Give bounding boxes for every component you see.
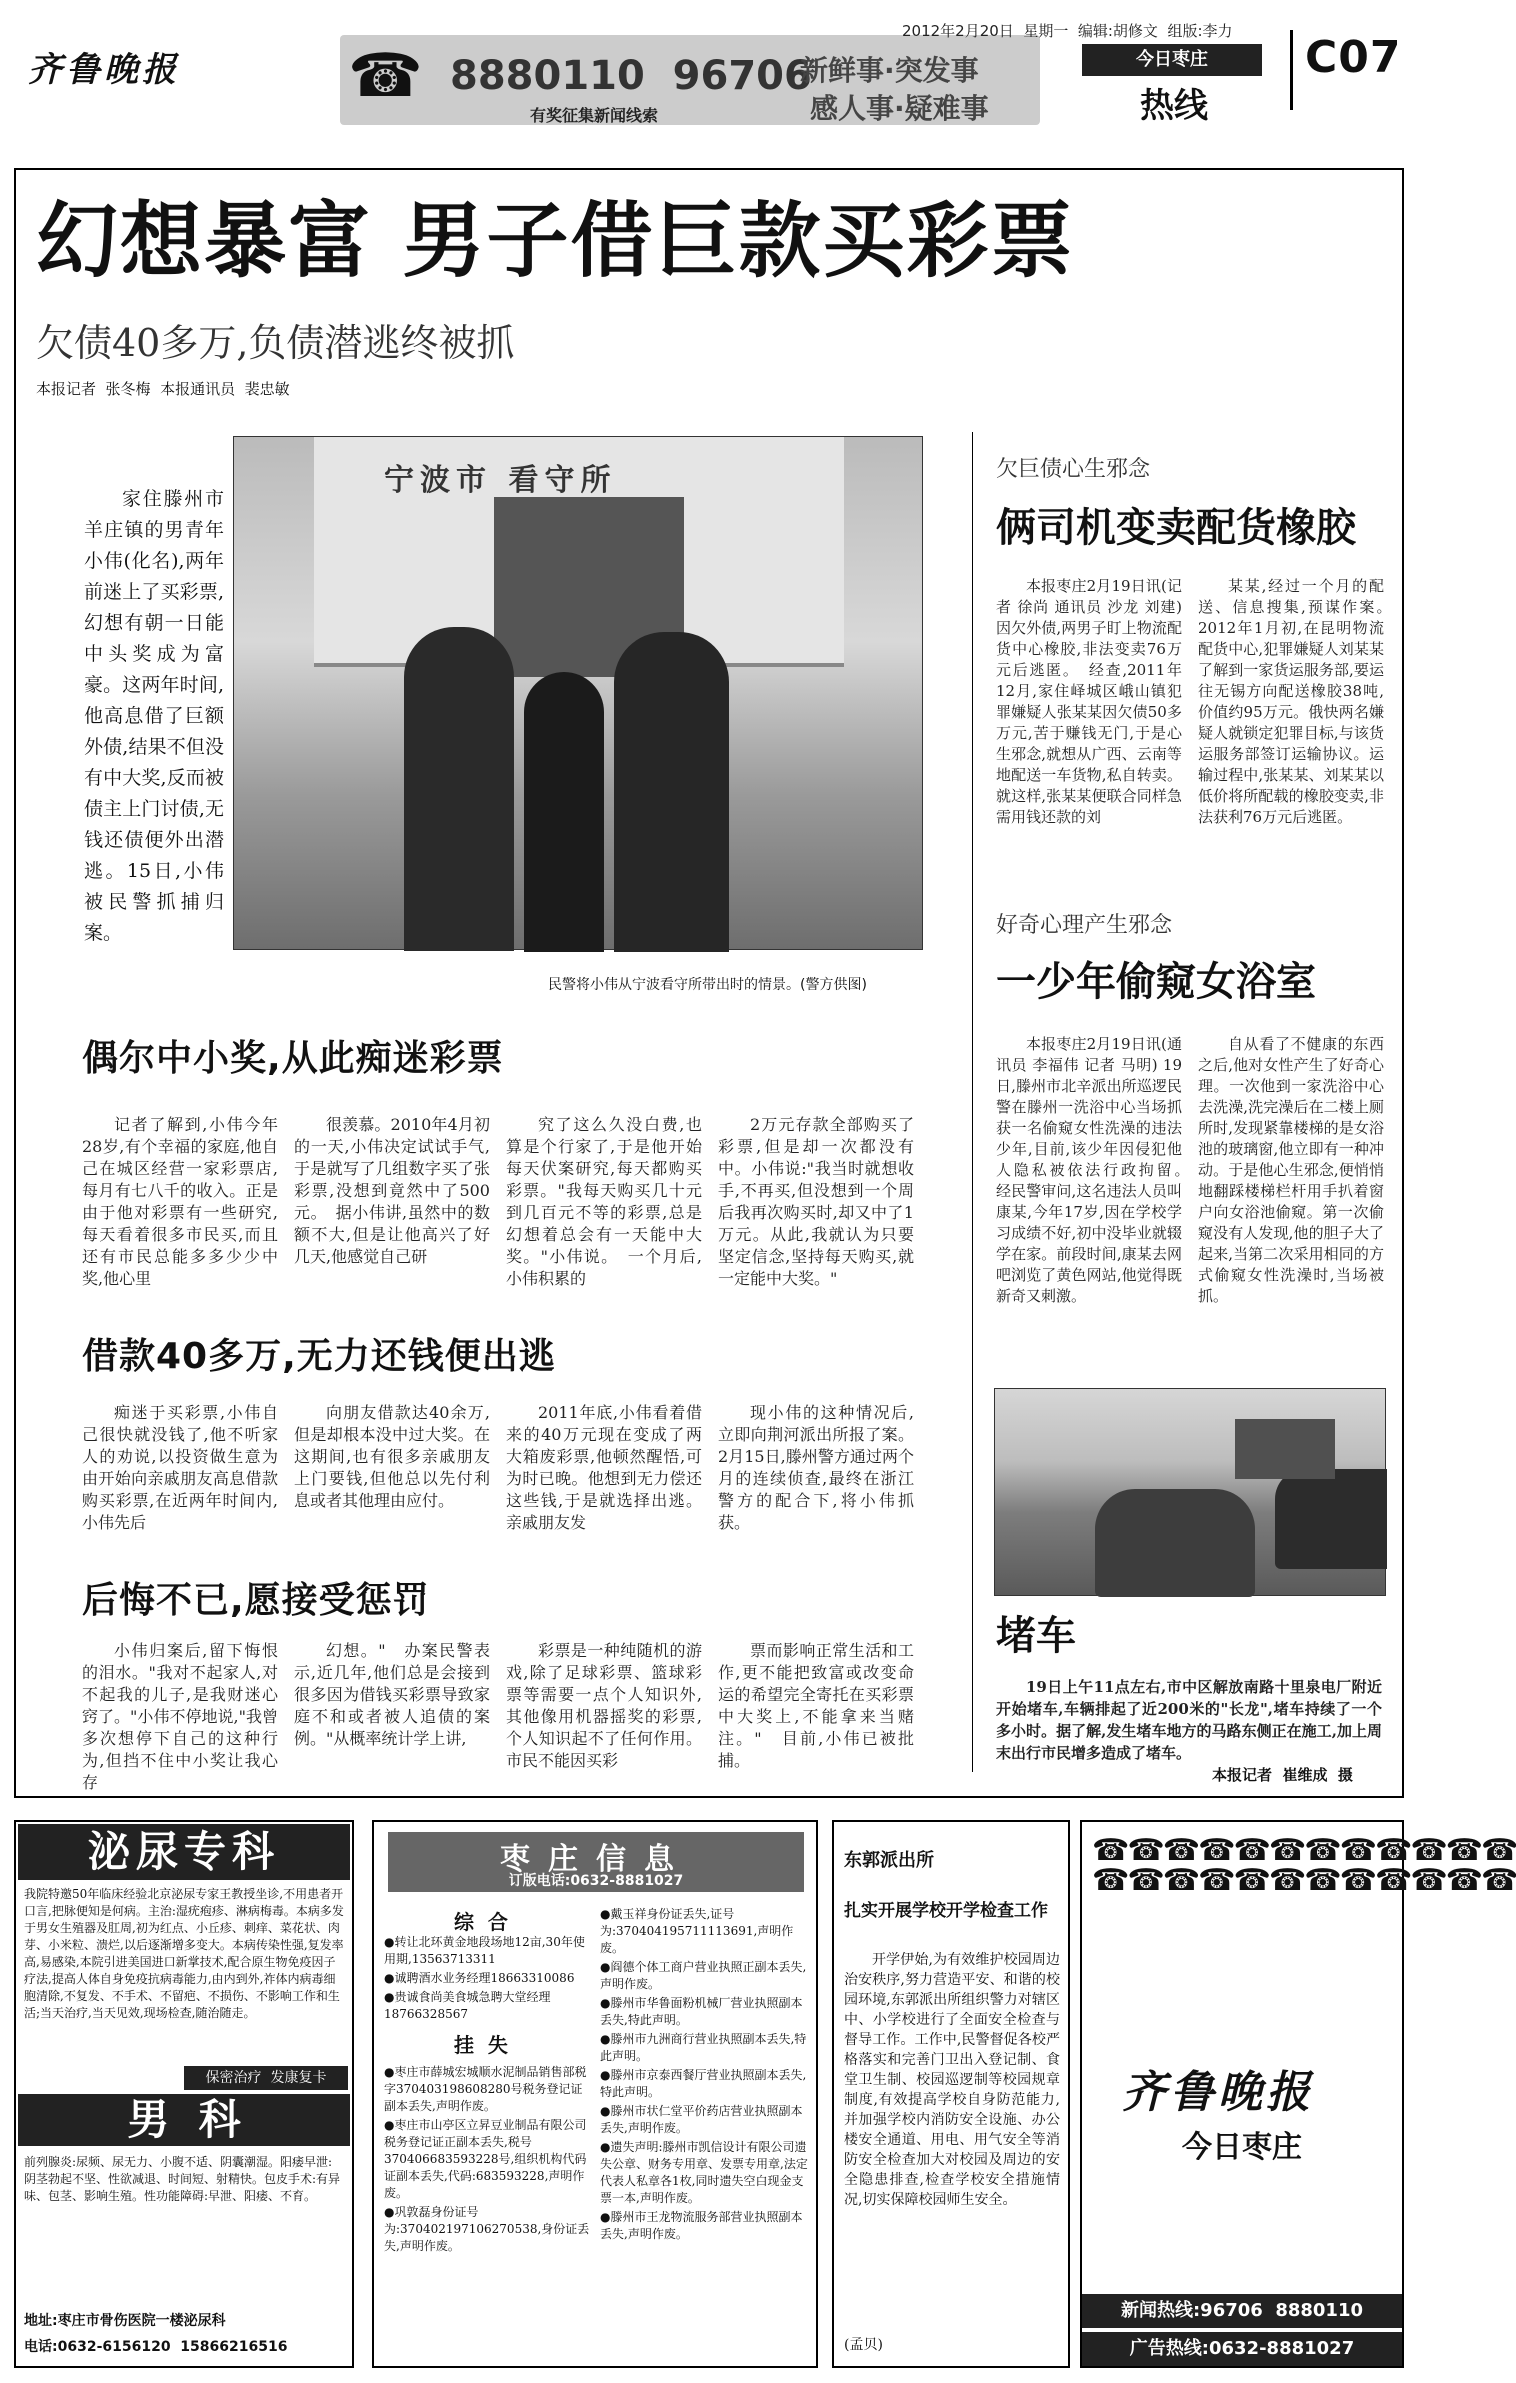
traffic-byline: 本报记者 崔维成 摄 — [1212, 1766, 1353, 1784]
lead-subheadline: 欠债40多万,负债潜逃终被抓 — [36, 321, 515, 365]
date-line: 2012年2月20日 星期一 编辑:胡修文 组版:李力 — [902, 22, 1233, 40]
classifieds-col-left — [384, 1934, 590, 2255]
urology-phone: 电话:0632-6156120 15866216516 — [24, 2339, 288, 2355]
photo-sign: 宁波市 看守所 — [384, 463, 617, 498]
classified-item: ●诚聘酒水业务经理18663310086 — [384, 1971, 575, 1985]
photo-person-center — [524, 672, 604, 952]
story1-headline: 俩司机变卖配货橡胶 — [996, 505, 1356, 551]
promo-logo: 齐鲁晚报 — [1122, 2067, 1314, 2118]
urology-ad — [14, 1820, 354, 2368]
classified-item: ●滕州市状仁堂平价药店营业执照副本丢失,声明作废。 — [600, 2104, 803, 2135]
urology-title: 泌尿专科 — [18, 1824, 350, 1880]
section2-title: 借款40多万,无力还钱便出逃 — [82, 1336, 556, 1377]
traffic-headline: 堵车 — [996, 1613, 1076, 1659]
section2-col: 2011年底,小伟看着借来的40万元现在变成了两大箱废彩票,他顿然醒悟,可为时已晚。他想到无力偿还这些钱,于是就选择出逃。亲戚朋友发 — [506, 1403, 702, 1532]
section3-col: 幻想。" 办案民警表示,近几年,他们总是会接到很多因为借钱买彩票导致家庭不和或者被人追债的案例。"从概率统计学上讲, — [294, 1641, 490, 1748]
page-number: C07 — [1305, 32, 1402, 83]
section1-col: 2万元存款全部购买了彩票,但是却一次都没有中。小伟说:"我当时就想收手,不再买,但没想到一个周后我再次购买时,却又中了1万元。从此,我就认为只要坚定信念,坚持每天购买,就一定能中大奖。" — [718, 1115, 914, 1288]
classified-item: ●滕州市九洲商行营业执照副本丢失,特此声明。 — [600, 2032, 807, 2063]
classified-item: ●戴玉祥身份证丢失,证号为:370404195711113691,声明作废。 — [600, 1907, 794, 1955]
classifieds-cat-general: 综 合 — [454, 1910, 508, 1934]
classified-item: ●巩敦磊身份证号为:370402197106270538,身份证丢失,声明作废。 — [384, 2205, 590, 2253]
section3-col: 票而影响正常生活和工作,更不能把致富或改变命运的希望完全寄托在买彩票中大奖上,不能拿来当赌注。" 目前,小伟已被批捕。 — [718, 1641, 914, 1770]
slogan-1: 新鲜事·突发事 — [800, 54, 979, 87]
section2-col: 痴迷于买彩票,小伟自己很快就没钱了,他不听家人的劝说,以投资做生意为由开始向亲戚朋友高息借款购买彩票,在近两年时间内,小伟先后 — [82, 1403, 278, 1532]
urology-body: 我院特邀50年临床经验北京泌尿专家王教授坐诊,不用患者开口言,把脉便知是何病。主治:湿疣疱疹、淋病梅毒。本病多发于男女生殖器及肛周,初为红点、小丘疹、刺痒、菜花状、肉芽、小米粒、溃烂,以后逐渐增多变大。本病传染性强,复发率高,易感染,本院引进美国进口新掌技术,配合原生物免疫因子疗法,提高人体自身免疫抗病毒能力,由内到外,祚体内病毒细胞清除,不复发、不手术、不留疤、不损伤、不影响工作和生活;当天治疗,当天见效,现场检查,随治随走。 — [24, 1887, 344, 2020]
promo-news-hotline: 新闻热线:96706 8880110 — [1082, 2294, 1402, 2328]
promo-phone-pattern: ☎☎☎☎☎☎☎☎☎☎☎☎ ☎☎☎☎☎☎☎☎☎☎☎☎ — [1092, 1833, 1516, 1898]
police-text: 开学伊始,为有效维护校园周边治安秩序,努力营造平安、和谐的校园环境,东郭派出所组织警力对辖区中、小学校进行了全面安全检查与督导工作。工作中,民警督促各校严格落实和完善门卫出入登记制、食堂卫生制、校园巡逻制等校园规章制度,有效提高学校自身防范能力,并加强学校内消防安全设施、办公楼安全通道、用电、用气安全等消防安全检查加大对校园及周边的安全隐患排查,检查学校安全措施情况,切实保障校园师生安全。 — [844, 1952, 1060, 2208]
section3-col: 彩票是一种纯随机的游戏,除了足球彩票、篮球彩票等需要一点个人知识外,其他像用机器摇奖的彩票,个人知识起不了任何作用。市民不能因买彩 — [506, 1641, 702, 1770]
hotline-numbers: 8880110 96706 — [450, 53, 812, 99]
traffic-photo — [994, 1388, 1386, 1596]
story2-col2: 自从看了不健康的东西之后,他对女性产生了好奇心理。一次他到一家洗浴中心去洗澡,洗完澡后在二楼上厕所时,发现紧靠楼梯的是女浴池的玻璃窗,他立即有一种冲动。于是他心生邪念,便悄悄地翻踩楼梯栏杆用手扒着窗户向女浴池偷窥。第一次偷窥没有人发现,他的胆子大了起来,当第二次采用相同的方式偷窥女性洗澡时,当场被抓。 — [1198, 1035, 1384, 1305]
police-author: (孟贝) — [844, 2337, 883, 2353]
hotline-banner — [340, 35, 1040, 125]
masthead-divider — [1290, 30, 1293, 110]
classified-item: ●滕州市王龙物流服务部营业执照副本丢失,声明作废。 — [600, 2210, 803, 2241]
classifieds-cat-lost: 挂 失 — [454, 2033, 508, 2057]
promo-edition: 今日枣庄 — [1182, 2130, 1302, 2165]
story1-col2: 某某,经过一个月的配送、信息搜集,预谋作案。 2012年1月初,在昆明物流配货中心,犯罪嫌疑人刘某某了解到一家货运服务部,要运往无锡方向配送橡胶38吨,价值约95万元。俄快两名嫌疑人就锁定犯罪目标,与该货运服务部签订运输协议。运输过程中,张某某、刘某某以低价将所配载的橡胶变卖,非法获利76万元后逃匿。 — [1198, 577, 1400, 826]
column-separator — [972, 432, 973, 1772]
traffic-bus — [1235, 1419, 1335, 1479]
lead-headline: 幻想暴富 男子借巨款买彩票 — [36, 194, 1075, 289]
story2-headline: 一少年偷窥女浴室 — [996, 959, 1316, 1005]
classified-item: ●枣庄市薛城宏城顺水泥制品销售部税字370403198608280号税务登记证副本丢失,声明作废。 — [384, 2065, 587, 2113]
photo-person-left — [404, 627, 514, 951]
police-box — [832, 1820, 1070, 2368]
phone-icon: ☎ — [348, 41, 423, 111]
photo-caption: 民警将小伟从宁波看守所带出时的情景。(警方供图) — [548, 977, 867, 993]
classified-item: ●贵诚食尚美食城急聘大堂经理18766328567 — [384, 1990, 551, 2021]
urology-address: 地址:枣庄市骨伤医院一楼泌尿科 — [24, 2313, 226, 2329]
classifieds-header — [388, 1832, 804, 1892]
section2-col: 现小伟的这种情况后,立即向荆河派出所报了案。2月15日,滕州警方通过两个月的连续侦查,最终在浙江警方的配合下,将小伟抓获。 — [718, 1403, 914, 1532]
classified-item: ●滕州市华鲁面粉机械厂营业执照副本丢失,特此声明。 — [600, 1996, 803, 2027]
classified-item: ●枣庄市山亭区立昇豆业制品有限公司税务登记证正副本丢失,税号370406683593228号,组织机构代码证副本丢失,代码:683593228,声明作废。 — [384, 2118, 587, 2200]
classifieds-hotline: 订版电话:0632-8881027 — [508, 1873, 684, 1889]
classifieds — [372, 1820, 818, 2368]
story1-col1: 本报枣庄2月19日讯(记者 徐尚 通讯员 沙龙 刘建) 因欠外债,两男子盯上物流配货中心橡胶,非法变卖76万元后逃匿。 经查,2011年12月,家住峄城区峨山镇犯罪嫌疑人张某某因欠债50多万元,苦于赚钱无门,于是心生邪念,就想从广西、云南等地配送一车货物,私自转卖。就这样,张某某便联合同样急需用钱还款的刘 — [996, 577, 1182, 826]
story2-col1: 本报枣庄2月19日讯(通讯员 李福伟 记者 马明) 19日,滕州市北辛派出所巡逻民警在滕州一洗浴中心当场抓获一名偷窥女性洗澡的违法少年,目前,该少年因侵犯他人隐私被依法行政拘留。 经民警审问,这名违法人员叫康某,今年17岁,因在学校学习成绩不好,初中没毕业就辍学在家。前段时间,康某去网吧浏览了黄色网站,他觉得既新奇又刺激。 — [996, 1035, 1198, 1305]
classified-item: ●阎德个体工商户营业执照正副本丢失,声明作废。 — [600, 1960, 807, 1991]
section-name: 热线 — [1140, 86, 1208, 126]
police-headline: 扎实开展学校开学检查工作 — [844, 1901, 1048, 1921]
section1-col: 很羡慕。2010年4月初的一天,小伟决定试试手气,于是就写了几组数字买了张彩票,没想到竟然中了500元。 据小伟讲,虽然中的数额不大,但是让他高兴了好几天,他感觉自己研 — [294, 1115, 490, 1266]
classified-item: ●遗失声明:滕州市凯信设计有限公司遗失公章、财务专用章、发票专用章,法定代表人私章各1枚,同时遗失空白现金支票一本,声明作废。 — [600, 2140, 808, 2205]
classifieds-title: 枣庄信息 — [500, 1842, 692, 1877]
section1-col: 究了这么久没白费,也算是个行家了,于是他开始每天伏案研究,每天都购买彩票。"我每天购买几十元到几百元不等的彩票,总是幻想着总会有一天能中大奖。"小伟说。 一个月后,小伟积累的 — [506, 1115, 702, 1288]
section2-col: 向朋友借款达40余万,但是却根本没中过大奖。在这期间,也有很多亲戚朋友上门要钱,但他总以先付利息或者其他理由应付。 — [294, 1403, 490, 1510]
traffic-car-front — [1095, 1489, 1255, 1597]
traffic-text: 19日上午11点左右,市中区解放南路十里泉电厂附近开始堵车,车辆排起了近200米的"长龙",堵车持续了一个多小时。据了解,发生堵车地方的马路东侧正在施工,加上周末出行市民增多造成了堵车。 — [996, 1678, 1382, 1762]
edition-tag: 今日枣庄 — [1082, 44, 1262, 76]
banner-caption: 有奖征集新闻线索 — [530, 106, 659, 125]
andrology-body: 前列腺炎:尿频、尿无力、小腹不适、阴囊潮湿。阳痿早泄:阴茎勃起不坚、性欲减退、时间短、射精快。包皮手术:有异味、包茎、影响生殖。性功能障碍:早泄、阳痿、不育。 — [24, 2155, 341, 2203]
arrest-photo — [233, 436, 923, 950]
slogan-2: 感人事·疑难事 — [810, 92, 989, 125]
promo-box — [1080, 1820, 1516, 2368]
police-station: 东郭派出所 — [844, 1850, 934, 1871]
section3-col: 小伟归案后,留下悔恨的泪水。"我对不起家人,对不起我的儿子,是我财迷心窍了。"小伟不停地说,"我曾多次想停下自己的这种行为,但挡不住中小奖让我心存 — [82, 1641, 278, 1792]
photo-person-right — [614, 632, 729, 952]
andrology-title: 男 科 — [18, 2094, 350, 2146]
classifieds-col-right — [600, 1906, 808, 2243]
story1-kicker: 欠巨债心生邪念 — [996, 457, 1151, 482]
classified-item: ●滕州市京泰西餐厅营业执照副本丢失,特此声明。 — [600, 2068, 807, 2099]
promo-ad-hotline: 广告热线:0632-8881027 — [1082, 2332, 1402, 2366]
urology-tag: 保密治疗 发康复卡 — [184, 2066, 348, 2090]
section1-title: 偶尔中小奖,从此痴迷彩票 — [82, 1038, 504, 1079]
section1-col: 记者了解到,小伟今年28岁,有个幸福的家庭,他自己在城区经营一家彩票店,每月有七八千的收入。正是由于他对彩票有一些研究,每天看着很多市民买,而且还有市民总能多多少少中奖,他心里 — [82, 1115, 278, 1288]
masthead — [0, 0, 1417, 135]
traffic-car-right — [1275, 1469, 1387, 1569]
section3-title: 后悔不已,愿接受惩罚 — [82, 1580, 430, 1621]
lead-byline: 本报记者 张冬梅 本报通讯员 裴忠敏 — [36, 380, 290, 398]
classified-item: ●转让北环黄金地段场地12亩,30年使用期,13563713311 — [384, 1935, 585, 1966]
masthead-logo: 齐鲁晚报 — [28, 50, 180, 90]
story2-kicker: 好奇心理产生邪念 — [996, 913, 1173, 938]
lead-intro: 家住滕州市羊庄镇的男青年小伟(化名),两年前迷上了买彩票,幻想有朝一日能中头奖成为富豪。这两年时间,他高息借了巨额外债,结果不但没有中大奖,反而被债主上门讨债,无钱还债便外出潜逃。15日,小伟被民警抓捕归案。 — [84, 488, 224, 944]
